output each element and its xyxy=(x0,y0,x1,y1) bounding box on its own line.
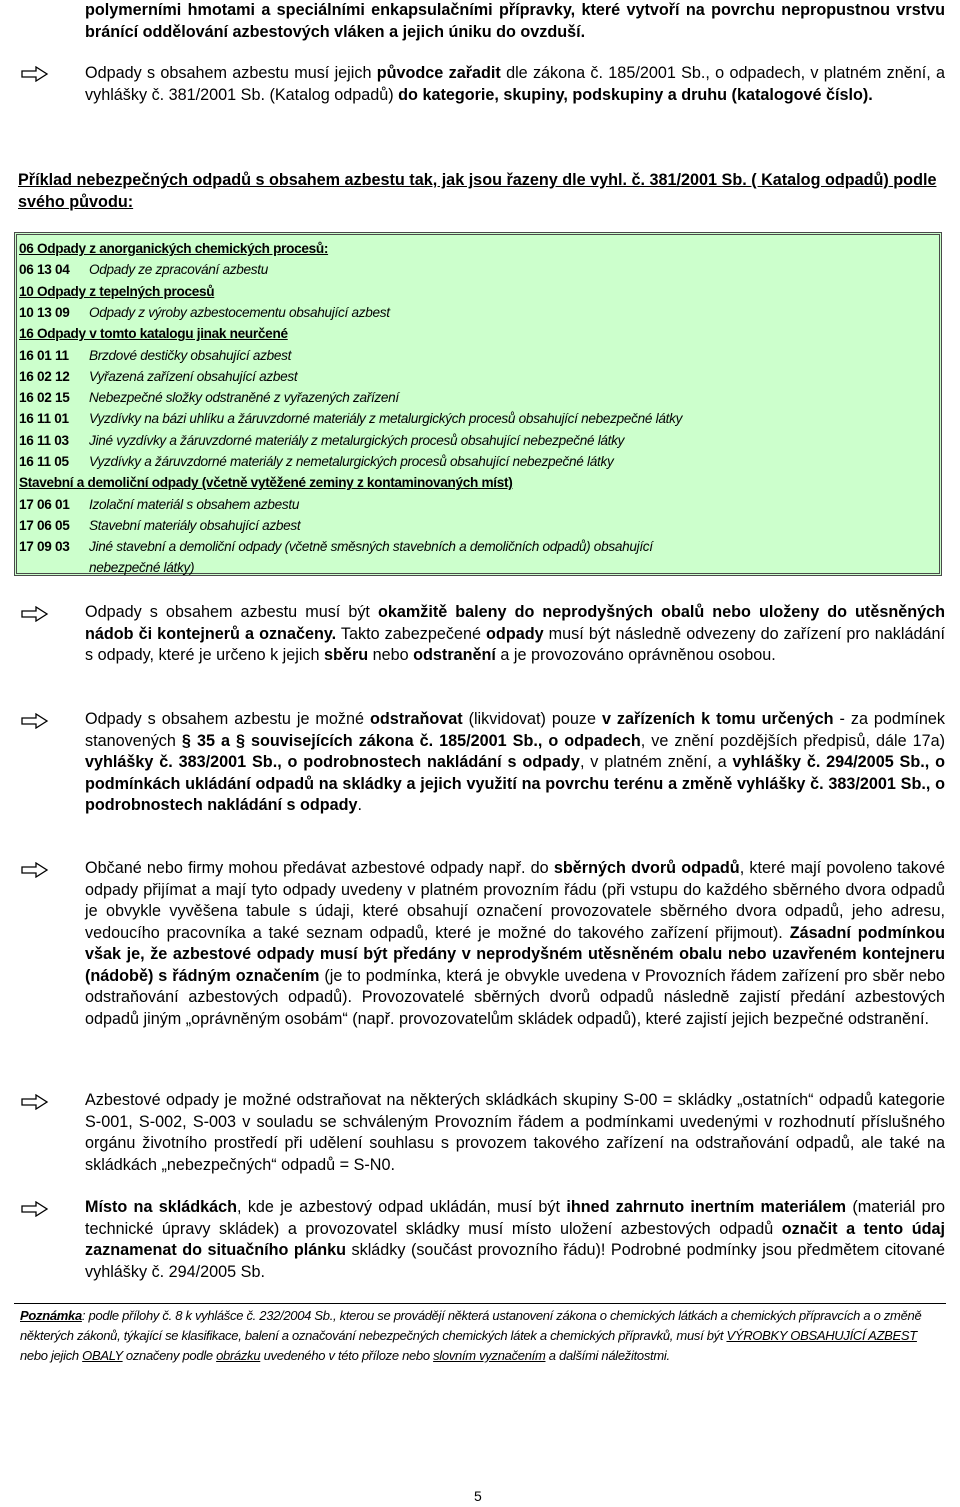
bullet-packaging: Odpady s obsahem azbestu musí být okamžitě baleny do neprodyšných obalů nebo uloženy do utěsněných nádob či kontejnerů a označeny. Takto zabezpečené odpady musí být následně odvezeny do zařízení pro nakládání s odpady, které je určeno k jejich sběru nebo odstranění a je provozováno oprávněnou osobou. xyxy=(85,603,946,664)
catalog-item xyxy=(19,304,390,322)
page-number: 5 xyxy=(474,1488,482,1504)
catalog-description: Nebezpečné složky odstraněné z vyřazených zařízení xyxy=(89,390,399,406)
catalog-description: Brzdové destičky obsahující azbest xyxy=(89,347,292,363)
catalog-item xyxy=(19,517,300,535)
catalog-description: Vyzdívky na bázi uhlíku a žáruvzdorné materiály z metalurgických procesů obsahující nebezpečné látky xyxy=(89,411,683,427)
example-heading: Příklad nebezpečných odpadů s obsahem azbestu tak, jak jsou řazeny dle vyhl. č. 381/2001 Sb. ( Katalog odpadů) podle svého původu: xyxy=(18,171,937,211)
intro-paragraph-2: Odpady s obsahem azbestu musí jejich původce zařadit dle zákona č. 185/2001 Sb., o odpadech, v platném znění, a vyhlášky č. 381/2001 Sb. (Katalog odpadů) do kategorie, skupiny, podskupiny a druhu (katalogové číslo). xyxy=(85,64,946,104)
catalog-description: Vyzdívky a žáruvzdorné materiály z nemetalurgických procesů obsahující nebezpečné látky xyxy=(89,454,614,469)
catalog-item xyxy=(19,261,268,279)
catalog-item xyxy=(19,389,399,407)
arrow-bullet-icon xyxy=(20,1094,50,1110)
bullet-landfills: Azbestové odpady je možné odstraňovat na některých skládkách skupiny S-00 = skládky „ostatních“ odpadů kategorie S-001, S-002, S-003 v souladu se schváleným Provozním řádem a podmínkami uvedenými v rozhodnutí příslušného orgánu životního prostředí při udělení souhlasu s provozem takového zařízení na odstraňování odpadů, ale také na skládkách „nebezpečných“ odpadů = S-N0. xyxy=(85,1091,945,1174)
catalog-item xyxy=(19,496,299,514)
arrow-bullet-icon xyxy=(20,606,50,622)
intro-paragraph-1: polymerními hmotami a speciálními enkapsulačními přípravky, které vytvoří na povrchu nepropustnou vrstvu bránící oddělování azbestových vláken a jejich úniku do ovzduší. xyxy=(85,1,945,41)
catalog-item xyxy=(19,538,653,577)
catalog-section xyxy=(19,283,214,301)
catalog-description: Odpady ze zpracování azbestu xyxy=(89,262,269,278)
catalog-section xyxy=(19,325,288,343)
catalog-code: 16 02 15 xyxy=(19,390,70,406)
catalog-description-cont: nebezpečné látky) xyxy=(89,560,195,576)
catalog-item xyxy=(19,347,291,365)
catalog-section-title: 06 Odpady z anorganických chemických procesů: xyxy=(19,241,329,256)
catalog-code: 16 11 01 xyxy=(19,411,69,427)
catalog-description: Jiné vyzdívky a žáruvzdorné materiály z metalurgických procesů obsahující nebezpečné látky xyxy=(89,432,625,448)
catalog-description: Stavební materiály obsahující azbest xyxy=(89,517,301,533)
catalog-code: 17 06 01 xyxy=(19,496,70,512)
catalog-section xyxy=(19,474,512,492)
catalog-code: 16 11 05 xyxy=(19,454,69,469)
catalog-code: 17 06 05 xyxy=(19,517,70,533)
footnote-rule xyxy=(14,1303,946,1304)
arrow-bullet-icon xyxy=(20,713,50,729)
catalog-section xyxy=(19,240,328,258)
catalog-description: Izolační materiál s obsahem azbestu xyxy=(89,496,300,512)
catalog-code: 10 13 09 xyxy=(19,304,70,320)
bullet-landfill-site: Místo na skládkách, kde je azbestový odpad ukládán, musí být ihned zahrnuto inertním materiálem (materiál pro technické úpravy skládek) a provozovatel skládky musí místo uložení azbestových odpadů označit a tento údaj zaznamenat do situačního plánku skládky (součást provozního řádu)! Podrobné podmínky jsou předmětem citované vyhlášky č. 294/2005 Sb. xyxy=(85,1198,945,1281)
catalog-item xyxy=(19,432,624,450)
arrow-bullet-icon xyxy=(20,862,50,878)
catalog-item xyxy=(19,368,297,386)
catalog-code: 06 13 04 xyxy=(19,262,70,278)
arrow-bullet-icon xyxy=(20,66,50,82)
catalog-code: 16 01 11 xyxy=(19,347,69,363)
catalog-section-title: 16 Odpady v tomto katalogu jinak neurčené xyxy=(19,326,288,342)
bullet-collection-yards: Občané nebo firmy mohou předávat azbestové odpady např. do sběrných dvorů odpadů, které mají povoleno takové odpady přijímat a mají tyto odpady uvedeny v platném provozním řádu (při vstupu do každého sběrného dvora odpadů je obvykle vyvěšena tabule s údaji, které obsahují označení provozovatele sběrného dvora odpadů, jeho adresu, vedoucího pracovníka a také seznam odpadů, které je možné do takového zařízení přijmout). Zásadní podmínkou však je, že azbestové odpady musí být předány v neprodyšném utěsněném obalu nebo uzavřeném kontejneru (nádobě) s řádným označením (je to podmínka, která je obvykle uvedena v Provozních řádem zařízení pro sběr nebo odstraňování azbestových odpadů). Provozovatelé sběrných dvorů odpadů následně zajistí předání azbestových odpadů jiným „oprávněným osobám“ (např. provozovatelům skládek odpadů), které zajistí jejich bezpečné odstranění. xyxy=(85,859,946,1028)
catalog-section-title: Stavební a demoliční odpady (včetně vytěžené zeminy z kontaminovaných míst) xyxy=(19,475,513,491)
catalog-description: Vyřazená zařízení obsahující azbest xyxy=(89,368,298,384)
catalog-code: 16 11 03 xyxy=(19,432,69,448)
catalog-item xyxy=(19,453,613,471)
catalog-description: Odpady z výroby azbestocementu obsahující azbest xyxy=(89,304,390,320)
catalog-code: 16 02 12 xyxy=(19,368,70,384)
catalog-section-title: 10 Odpady z tepelných procesů xyxy=(19,283,215,299)
catalog-item xyxy=(19,410,682,428)
footnote: Poznámka: podle přílohy č. 8 k vyhlášce č. 232/2004 Sb., kterou se provádějí některá ustanovení zákona o chemických látkách a chemických přípravcích a o změně některých zákonů, týkající se klasifikace, balení a označování nebezpečných chemických látek a chemických přípravků, musí být VÝROBKY OBSAHUJÍCÍ AZBEST nebo jejich OBALY označeny podle obrázku uvedeného v této příloze nebo slovním vyznačením a dalšími náležitostmi. xyxy=(20,1308,922,1363)
catalog-description: Jiné stavební a demoliční odpady (včetně směsných stavebních a demoličních odpadů) obsahující xyxy=(89,539,653,555)
catalog-code: 17 09 03 xyxy=(19,539,70,555)
arrow-bullet-icon xyxy=(20,1201,50,1217)
bullet-disposal: Odpady s obsahem azbestu je možné odstraňovat (likvidovat) pouze v zařízeních k tomu určených - za podmínek stanovených § 35 a § souvisejících zákona č. 185/2001 Sb., o odpadech, ve znění pozdějších předpisů, dále 17a) vyhlášky č. 383/2001 Sb., o podrobnostech nakládání s odpady, v platném znění, a vyhlášky č. 294/2005 Sb., o podmínkách ukládání odpadů na skládky a jejich využití na povrchu terénu a změně vyhlášky č. 383/2001 Sb., o podrobnostech nakládání s odpady. xyxy=(85,710,945,814)
